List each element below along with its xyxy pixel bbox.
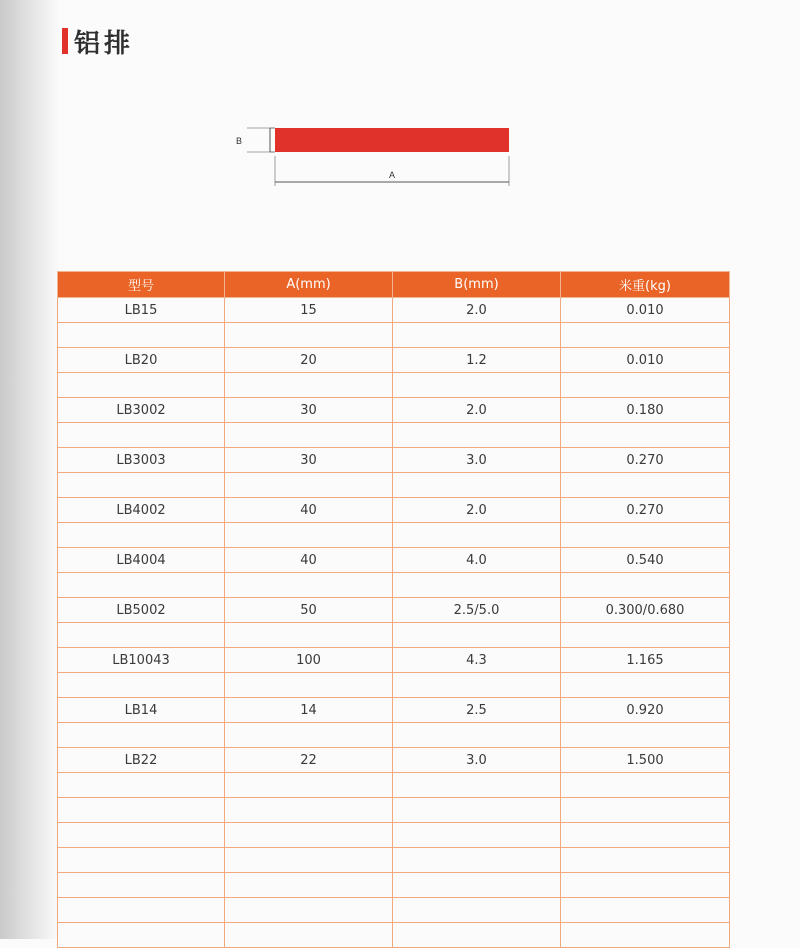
cell-a-mm: 20 — [225, 348, 393, 373]
aluminum-bar-shape — [275, 128, 509, 152]
cell-b-mm — [393, 423, 561, 448]
cell-b-mm — [393, 823, 561, 848]
cell-b-mm — [393, 473, 561, 498]
cell-b-mm: 2.5 — [393, 698, 561, 723]
cell-b-mm — [393, 848, 561, 873]
cell-weight — [561, 673, 730, 698]
cell-a-mm — [225, 673, 393, 698]
cell-model — [58, 323, 225, 348]
cell-weight: 0.010 — [561, 348, 730, 373]
table-row — [58, 748, 730, 773]
cell-model: LB3003 — [58, 448, 225, 473]
cell-b-mm — [393, 873, 561, 898]
spec-table — [57, 271, 730, 948]
cell-b-mm: 2.0 — [393, 498, 561, 523]
cell-weight — [561, 373, 730, 398]
cell-a-mm — [225, 848, 393, 873]
cell-a-mm — [225, 623, 393, 648]
header-b-mm: B(mm) — [393, 272, 561, 298]
cell-weight — [561, 473, 730, 498]
cell-a-mm — [225, 723, 393, 748]
cell-model: LB15 — [58, 298, 225, 323]
cell-b-mm — [393, 523, 561, 548]
cell-weight — [561, 898, 730, 923]
cell-weight: 0.010 — [561, 298, 730, 323]
cell-a-mm — [225, 573, 393, 598]
cell-model — [58, 623, 225, 648]
cell-a-mm — [225, 773, 393, 798]
cell-weight — [561, 823, 730, 848]
cell-weight — [561, 723, 730, 748]
table-row — [58, 923, 730, 948]
table-header-row — [58, 272, 730, 298]
cell-weight: 0.920 — [561, 698, 730, 723]
page-edge-shadow — [0, 0, 60, 939]
cell-weight: 1.165 — [561, 648, 730, 673]
cell-weight: 0.180 — [561, 398, 730, 423]
cell-weight: 0.270 — [561, 448, 730, 473]
cell-a-mm — [225, 873, 393, 898]
header-meter-weight: 米重(kg) — [561, 272, 730, 298]
table-row — [58, 723, 730, 748]
cell-a-mm — [225, 473, 393, 498]
cell-a-mm: 15 — [225, 298, 393, 323]
cell-weight — [561, 573, 730, 598]
cell-model — [58, 373, 225, 398]
section-heading — [62, 24, 134, 58]
cell-weight — [561, 798, 730, 823]
cell-b-mm — [393, 898, 561, 923]
cell-model — [58, 673, 225, 698]
cell-b-mm — [393, 373, 561, 398]
cell-b-mm — [393, 573, 561, 598]
header-a-mm: A(mm) — [225, 272, 393, 298]
cell-model: LB4004 — [58, 548, 225, 573]
cell-b-mm: 4.0 — [393, 548, 561, 573]
table-row — [58, 323, 730, 348]
table-row — [58, 798, 730, 823]
table-row — [58, 348, 730, 373]
cell-model — [58, 573, 225, 598]
cell-weight — [561, 523, 730, 548]
table-row — [58, 673, 730, 698]
cell-model: LB5002 — [58, 598, 225, 623]
table-row — [58, 873, 730, 898]
cell-b-mm: 2.5/5.0 — [393, 598, 561, 623]
cell-weight — [561, 848, 730, 873]
cell-model — [58, 473, 225, 498]
dimension-label-b: B — [236, 136, 243, 146]
cell-a-mm: 30 — [225, 398, 393, 423]
cell-weight: 0.540 — [561, 548, 730, 573]
table-row — [58, 398, 730, 423]
cell-a-mm: 30 — [225, 448, 393, 473]
cell-weight — [561, 773, 730, 798]
cell-a-mm: 50 — [225, 598, 393, 623]
table-row — [58, 623, 730, 648]
cell-weight — [561, 423, 730, 448]
cell-a-mm — [225, 323, 393, 348]
cell-b-mm — [393, 623, 561, 648]
cell-weight: 0.300/0.680 — [561, 598, 730, 623]
cell-weight — [561, 323, 730, 348]
cell-b-mm — [393, 798, 561, 823]
cell-a-mm: 40 — [225, 548, 393, 573]
table-row — [58, 848, 730, 873]
cell-weight — [561, 923, 730, 948]
table-row — [58, 523, 730, 548]
cell-a-mm — [225, 898, 393, 923]
table-row — [58, 548, 730, 573]
cell-a-mm — [225, 798, 393, 823]
table-row — [58, 598, 730, 623]
cell-a-mm — [225, 523, 393, 548]
cell-a-mm — [225, 373, 393, 398]
cell-b-mm — [393, 773, 561, 798]
cell-model: LB22 — [58, 748, 225, 773]
table-row — [58, 698, 730, 723]
table-row — [58, 448, 730, 473]
cell-weight: 0.270 — [561, 498, 730, 523]
cell-weight — [561, 623, 730, 648]
table-row — [58, 373, 730, 398]
cell-model — [58, 798, 225, 823]
cell-b-mm — [393, 723, 561, 748]
cell-model: LB20 — [58, 348, 225, 373]
table-row — [58, 498, 730, 523]
cell-model: LB3002 — [58, 398, 225, 423]
cell-a-mm — [225, 823, 393, 848]
table-row — [58, 298, 730, 323]
cell-model — [58, 923, 225, 948]
cell-a-mm: 40 — [225, 498, 393, 523]
cell-model — [58, 823, 225, 848]
cell-b-mm: 2.0 — [393, 298, 561, 323]
page-title: 铝排 — [74, 28, 135, 59]
cell-model: LB4002 — [58, 498, 225, 523]
cell-b-mm: 2.0 — [393, 398, 561, 423]
cell-b-mm — [393, 923, 561, 948]
cell-model — [58, 898, 225, 923]
cell-b-mm — [393, 673, 561, 698]
table-body — [58, 298, 730, 948]
cell-a-mm — [225, 423, 393, 448]
cell-b-mm — [393, 323, 561, 348]
cell-b-mm: 4.3 — [393, 648, 561, 673]
header-model: 型号 — [58, 272, 225, 298]
cell-a-mm — [225, 923, 393, 948]
table-row — [58, 423, 730, 448]
cell-b-mm: 3.0 — [393, 448, 561, 473]
cell-model — [58, 523, 225, 548]
cell-a-mm: 14 — [225, 698, 393, 723]
cell-model — [58, 848, 225, 873]
cell-model — [58, 723, 225, 748]
cell-model — [58, 423, 225, 448]
table-row — [58, 773, 730, 798]
heading-accent-bar — [62, 28, 68, 54]
table-row — [58, 823, 730, 848]
cell-model — [58, 773, 225, 798]
cell-model: LB10043 — [58, 648, 225, 673]
cell-a-mm: 100 — [225, 648, 393, 673]
profile-diagram — [228, 120, 528, 192]
table-row — [58, 573, 730, 598]
dimension-label-a: A — [388, 170, 396, 180]
table-row — [58, 473, 730, 498]
table-row — [58, 648, 730, 673]
cell-a-mm: 22 — [225, 748, 393, 773]
cell-b-mm: 1.2 — [393, 348, 561, 373]
cell-weight: 1.500 — [561, 748, 730, 773]
cell-b-mm: 3.0 — [393, 748, 561, 773]
cell-model — [58, 873, 225, 898]
table-row — [58, 898, 730, 923]
cell-model: LB14 — [58, 698, 225, 723]
cell-weight — [561, 873, 730, 898]
